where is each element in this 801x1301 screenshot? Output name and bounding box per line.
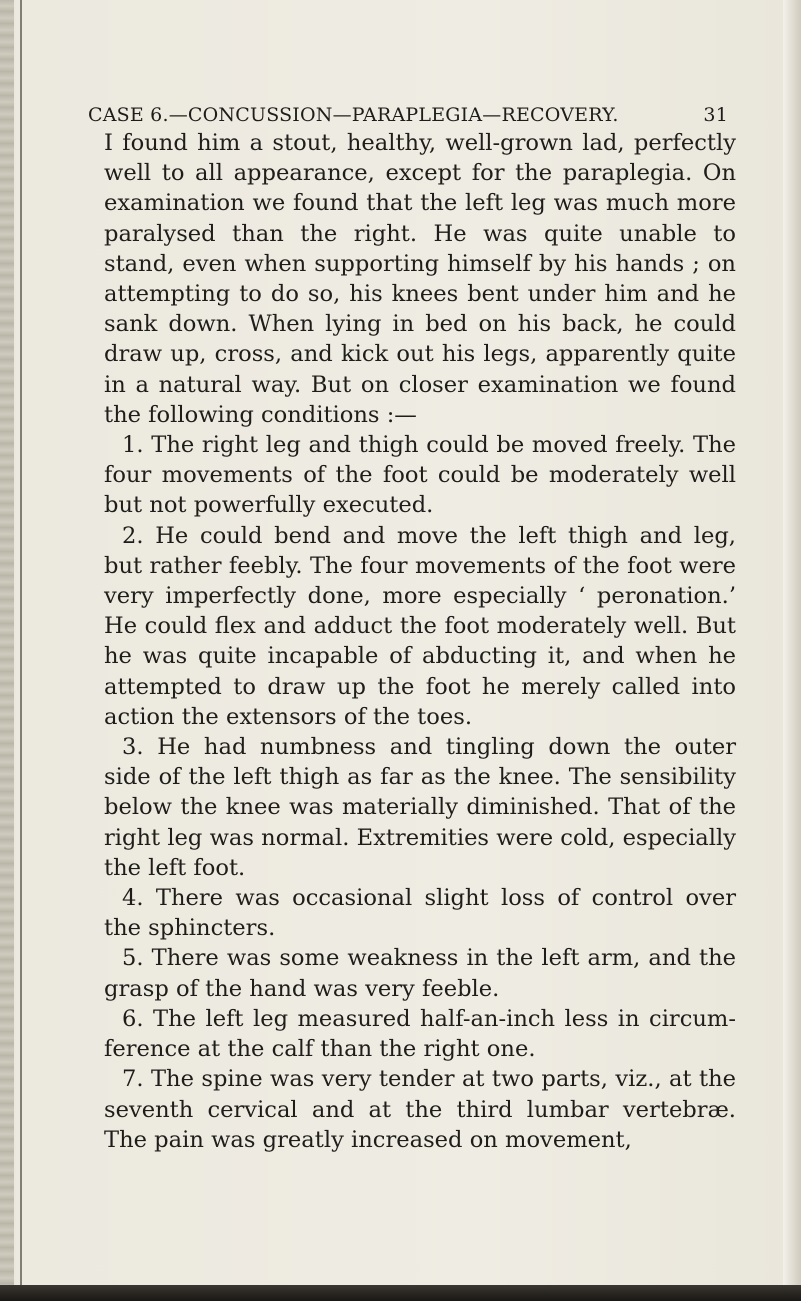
finding-1-paragraph: 1. The right leg and thigh could be moved freely. The four movements of the foot could be moderately well but not powerfully executed.: [104, 432, 736, 519]
finding-7-paragraph: 7. The spine was very tender at two parts, viz., at the seventh cervical and at the third lumbar vertebræ. The pain was greatly increased on movement,: [104, 1066, 736, 1153]
running-header-title: CASE 6.—CONCUSSION—PARAPLEGIA—RECOVERY.: [88, 104, 619, 126]
binding-shadow-line: [20, 0, 22, 1301]
finding-6-paragraph: 6. The left leg measured half-an-inch less in circumference at the calf than the right one.: [104, 1005, 736, 1063]
finding-4-paragraph: 4. There was occasional slight loss of control over the sphincters.: [104, 885, 736, 942]
page-right-edge: [783, 0, 801, 1301]
finding-2-paragraph: 2. He could bend and move the left thigh and leg, but rather feebly. The four movements of the foot were very imperfectly done, more especially ‘ peronation.’ He could flex and adduct the foot moderately well. But he was quite incapable of abducting it, and when he attempted to draw up the foot he merely called into action the extensors of the toes.: [104, 522, 736, 730]
finding-3-paragraph: 3. He had numbness and tingling down the outer side of the left thigh as far as the knee. The sensibility below the knee was materially diminished. That of the right leg was normal. Extremities were cold, especially the left foot.: [104, 734, 736, 881]
page-bottom-shadow: [0, 1285, 801, 1301]
page-number: 31: [703, 104, 728, 126]
intro-paragraph: I found him a stout, healthy, well-grown lad, perfectly well to all appearance, except for the paraplegia. On examination we found that the left leg was much more paralysed than the right. He was quite unable to stand, even when supporting himself by his hands ; on attempting to do so, his knees bent under him and he sank down. When lying in bed on his back, he could draw up, cross, and kick out his legs, apparently quite in a natural way. But on closer examination we found the following conditions :—: [104, 130, 736, 428]
page-body: [104, 128, 736, 1155]
page-binding-edge: [0, 0, 14, 1301]
finding-5-paragraph: 5. There was some weakness in the left arm, and the grasp of the hand was very feeble.: [104, 945, 736, 1002]
running-header: [88, 104, 728, 126]
